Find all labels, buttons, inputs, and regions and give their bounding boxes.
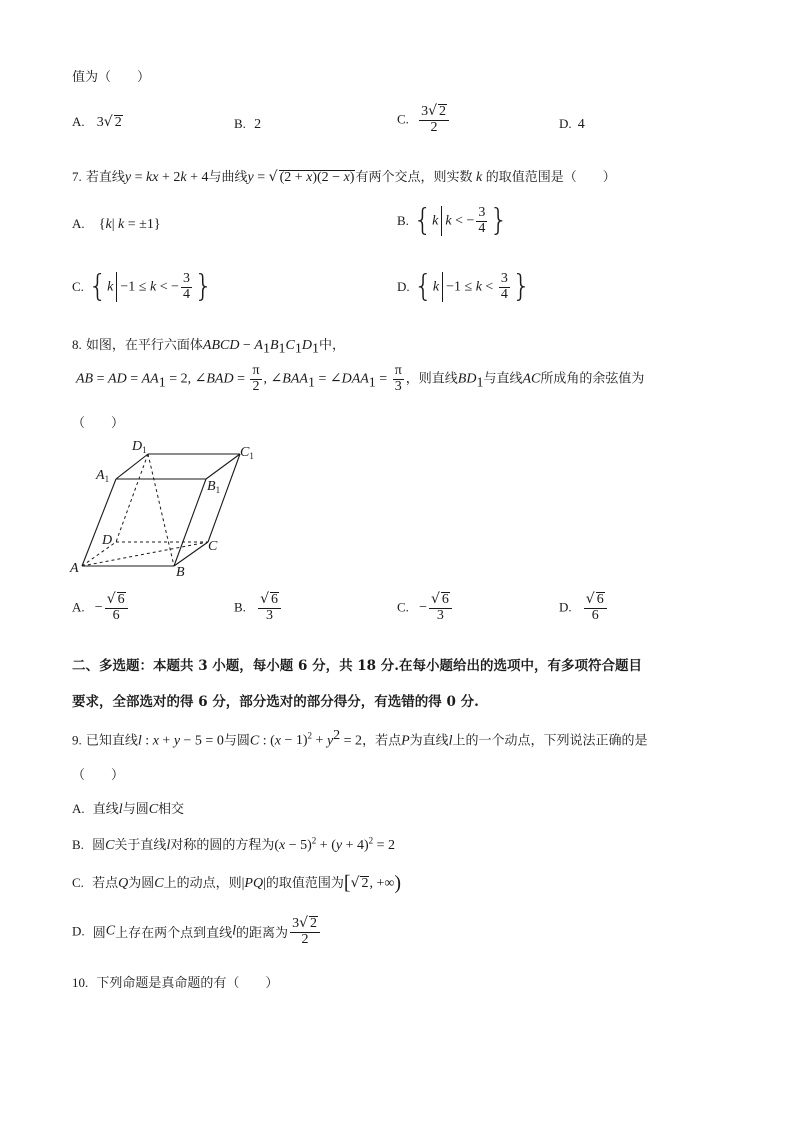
parallelepiped-figure	[66, 432, 266, 580]
segment-BD1	[148, 454, 174, 566]
q8-option-d[interactable]: D. $\frac{√ 6}{6}$	[559, 592, 609, 623]
q6-tail: 值为（ ）	[72, 70, 151, 85]
section-2-heading-line1: 二、多选题：本题共 3 小题，每小题 6 分，共 18 分.在每小题给出的选项中，有多项符合题目	[72, 658, 642, 674]
q7-option-c[interactable]: C. {k −1 ≤ k < − $\frac{3}{4}$ }	[72, 269, 214, 305]
section-2-heading-line2: 要求，全部选对的得 6 分，部分选对的部分得分，有选错的得 0 分.	[72, 694, 479, 710]
edge-B1B	[174, 479, 206, 566]
q7-option-d[interactable]: D. {k −1 ≤ k < $\frac{3}{4}$ }	[397, 269, 531, 305]
question-10-stem: 10. 下列命题是真命题的有（ ）	[72, 975, 279, 991]
label-C: C	[208, 539, 218, 554]
option-label: C.	[397, 111, 409, 127]
option-label: B.	[234, 116, 246, 131]
q9-option-b[interactable]: B. 圆C关于直线l对称的圆的方程为$(x - 5)^2 + (y + 4)^2 = 2$	[72, 835, 396, 853]
edge-C1C	[208, 454, 240, 542]
question-7-stem: 7. 若直线y = kx + 2k + 4与曲线y = √ (2 + x)(2 − x)有两个交点，则实数 k 的取值范围是（ ）	[72, 169, 616, 185]
label-A1: $A_1$	[96, 468, 110, 484]
q6-option-d[interactable]	[559, 116, 585, 133]
q8-option-b[interactable]: B. $\frac{√ 6}{3}$	[234, 592, 283, 623]
q6-option-a[interactable]: A. 3√ 2	[72, 114, 122, 130]
label-D: D	[102, 533, 113, 548]
label-C1: $C_1$	[240, 445, 254, 461]
q9-option-d[interactable]: D. 圆C上存在两个点到直线l的距离为 $\frac{3√ 2}{2}$	[72, 916, 322, 947]
q6-option-b[interactable]	[234, 116, 261, 133]
label-D1: $D_1$	[132, 439, 147, 455]
question-8-paren: （ ）	[72, 416, 125, 431]
question-9-stem: 9. 已知直线l : x + y − 5 = 0与圆C : $(x - 1)^2 + y^2 = 2$，若点P为直线l上的一个动点，下列说法正确的是	[72, 728, 648, 749]
q9-option-c[interactable]: C. 若点Q为圆C上的动点，则|PQ|的取值范围为[√ 2, +∞)	[72, 872, 402, 894]
q7-option-b[interactable]: B. {k k < − $\frac{3}{4}$ }	[397, 203, 509, 239]
q7-option-a[interactable]: A. {k| k = ±1}	[72, 216, 161, 232]
question-9-paren: （ ）	[72, 768, 125, 783]
option-value: 2	[254, 117, 262, 132]
edge-D1D	[116, 454, 148, 542]
q9-option-a[interactable]: A. 直线l与圆C相交	[72, 801, 185, 817]
label-A: A	[70, 561, 79, 576]
q6-option-c[interactable]: C. $\frac{3√ 2}{2}$	[397, 104, 451, 135]
label-B1: $B_1$	[207, 479, 221, 495]
option-label: D.	[559, 116, 572, 131]
question-8-stem-line1: 8. 如图，在平行六面体ABCD − $A_1B_1C_1D_1$中，	[72, 337, 345, 357]
question-8-stem-line2: AB = AD = $AA_1 = 2$, ∠BAD = $\frac{\pi}{2}$ , $\angle BAA_1$ = $\angle DAA_1$ = $\frac{\pi}{3}$ ，则直线$BD_1$与直线AC所成角的余弦值为	[76, 363, 645, 394]
q8-option-c[interactable]: C. − $\frac{√ 6}{3}$	[397, 592, 454, 623]
option-value: 4	[577, 117, 585, 132]
segment-AC	[82, 542, 208, 566]
q8-option-a[interactable]: A. − $\frac{√ 6}{6}$	[72, 592, 130, 623]
option-label: A.	[72, 114, 85, 129]
label-B: B	[176, 565, 185, 580]
edge-A1A	[82, 479, 116, 566]
